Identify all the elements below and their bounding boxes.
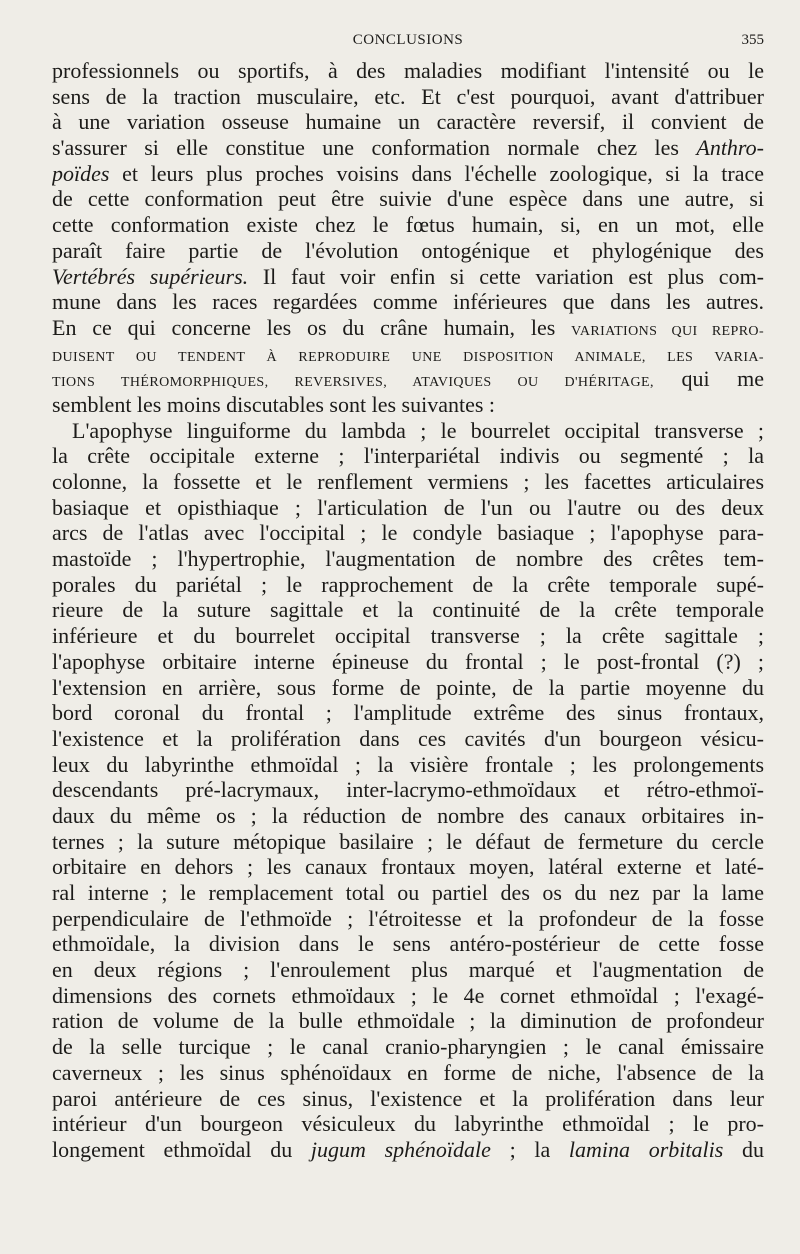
text-line bbox=[52, 726, 764, 752]
text-line bbox=[52, 84, 764, 110]
text-line bbox=[52, 495, 764, 521]
small-caps-text: VARIATIONS QUI REPRO- bbox=[571, 323, 764, 339]
line-text: bord coronal du frontal ; l'amplitude extrême des sinus frontaux, bbox=[52, 700, 764, 726]
body-text bbox=[52, 58, 764, 1163]
text-line bbox=[52, 58, 764, 84]
text-line bbox=[52, 597, 764, 623]
text-line bbox=[52, 623, 764, 649]
line-text: de cette conformation peut être suivie d'une espèce dans une autre, si bbox=[52, 186, 764, 212]
line-text: porales du pariétal ; le rapprochement de la crête temporale supé- bbox=[52, 571, 764, 597]
text-line bbox=[52, 777, 764, 803]
line-text: l'existence et la prolifération dans ces cavités d'un bourgeon vésicu- bbox=[52, 725, 764, 751]
italic-term: poïdes bbox=[52, 160, 110, 186]
text-line bbox=[52, 546, 764, 572]
line-text: perpendiculaire de l'ethmoïde ; l'étroitesse et la profondeur de la fosse bbox=[52, 905, 764, 931]
italic-term: jugum sphénoïdale bbox=[310, 1136, 491, 1162]
line-text: ral interne ; le remplacement total ou partiel des os du nez par la lame bbox=[52, 880, 764, 905]
line-text: paraît faire partie de l'évolution ontogénique et phylogénique des bbox=[52, 237, 764, 263]
line-text: L'apophyse linguiforme du lambda ; le bourrelet occipital transverse ; bbox=[72, 417, 764, 443]
line-text: l'apophyse orbitaire interne épineuse du frontal ; le post-frontal (?) ; bbox=[52, 648, 764, 674]
text-line bbox=[52, 675, 764, 701]
line-text: orbitaire en dehors ; les canaux frontaux moyen, latéral externe et laté- bbox=[52, 854, 764, 880]
line-text: colonne, la fossette et le renflement vermiens ; les facettes articulaires bbox=[52, 469, 764, 494]
text-line bbox=[52, 186, 764, 212]
text-line bbox=[52, 957, 764, 983]
text-line bbox=[52, 161, 764, 187]
text-line bbox=[52, 264, 764, 290]
text-line bbox=[52, 1034, 764, 1060]
line-text: mastoïde ; l'hypertrophie, l'augmentation de nombre des crêtes tem- bbox=[52, 546, 764, 572]
line-text: dimensions des cornets ethmoïdaux ; le 4e cornet ethmoïdal ; l'exagé- bbox=[52, 982, 764, 1008]
line-text: et leurs plus proches voisins dans l'échelle zoologique, si la trace bbox=[109, 160, 764, 186]
text-line bbox=[52, 880, 764, 906]
line-text: professionnels ou sportifs, à des maladies modifiant l'intensité ou le bbox=[52, 58, 764, 83]
page-header bbox=[52, 32, 764, 54]
text-line bbox=[52, 1086, 764, 1112]
line-text: ternes ; la suture métopique basilaire ; le défaut de fermeture du cercle bbox=[52, 828, 764, 854]
text-line bbox=[52, 520, 764, 546]
text-line bbox=[52, 341, 764, 367]
text-line bbox=[52, 366, 764, 392]
line-text: inférieure et du bourrelet occipital transverse ; la crête sagittale ; bbox=[52, 623, 764, 649]
text-line bbox=[52, 289, 764, 315]
line-text: descendants pré-lacrymaux, inter-lacrymo-ethmoïdaux et rétro-ethmoï- bbox=[52, 777, 764, 803]
small-caps-text: TIONS THÉROMORPHIQUES, REVERSIVES, ATAVIQUES OU D'HÉRITAGE, bbox=[52, 375, 654, 391]
text-line bbox=[52, 854, 764, 880]
running-head: CONCLUSIONS bbox=[352, 32, 464, 48]
text-line bbox=[52, 1008, 764, 1034]
line-text: basiaque et opisthiaque ; l'articulation de l'un ou l'autre ou des deux bbox=[52, 494, 764, 520]
text-line bbox=[52, 238, 764, 264]
text-line bbox=[52, 109, 764, 135]
line-text: qui me bbox=[653, 366, 764, 392]
line-text: du bbox=[723, 1136, 764, 1162]
text-line bbox=[52, 931, 764, 957]
text-line bbox=[52, 315, 764, 341]
line-text: longement ethmoïdal du bbox=[52, 1136, 311, 1162]
italic-term: lamina orbitalis bbox=[568, 1136, 724, 1162]
small-caps-text: DUISENT OU TENDENT À REPRODUIRE UNE DISPOSITION ANIMALE, LES VARIA- bbox=[52, 349, 764, 365]
line-text: mune dans les races regardées comme inférieures que dans les autres. bbox=[52, 289, 764, 315]
text-line bbox=[52, 983, 764, 1009]
text-line bbox=[52, 752, 764, 778]
line-text: l'extension en arrière, sous forme de pointe, de la partie moyenne du bbox=[52, 674, 764, 700]
text-line bbox=[52, 829, 764, 855]
line-text: cette conformation existe chez le fœtus humain, si, en un mot, elle bbox=[52, 212, 764, 238]
text-line bbox=[52, 443, 764, 469]
text-line bbox=[52, 572, 764, 598]
italic-term: Anthro- bbox=[696, 135, 764, 161]
text-line bbox=[52, 1137, 764, 1163]
text-line bbox=[52, 135, 764, 161]
line-text: la crête occipitale externe ; l'interpariétal indivis ou segmenté ; la bbox=[52, 443, 764, 469]
line-text: leux du labyrinthe ethmoïdal ; la visière frontale ; les prolongements bbox=[52, 751, 764, 777]
text-line bbox=[52, 418, 764, 444]
line-text: arcs de l'atlas avec l'occipital ; le condyle basiaque ; l'apophyse para- bbox=[52, 520, 764, 546]
line-text: en deux régions ; l'enroulement plus marqué et l'augmentation de bbox=[52, 957, 764, 983]
line-text: daux du même os ; la réduction de nombre des canaux orbitaires in- bbox=[52, 802, 764, 828]
line-text: à une variation osseuse humaine un caractère reversif, il convient de bbox=[52, 109, 764, 135]
text-line bbox=[52, 1111, 764, 1137]
text-line bbox=[52, 1060, 764, 1086]
line-text: En ce qui concerne les os du crâne humain, les bbox=[52, 314, 572, 340]
line-text: de la selle turcique ; le canal cranio-pharyngien ; le canal émissaire bbox=[52, 1034, 764, 1060]
line-text: caverneux ; les sinus sphénoïdaux en forme de niche, l'absence de la bbox=[52, 1059, 764, 1085]
text-line bbox=[52, 392, 764, 418]
line-text: intérieur d'un bourgeon vésiculeux du labyrinthe ethmoïdal ; le pro- bbox=[52, 1111, 764, 1137]
line-text: rieure de la suture sagittale et la continuité de la crête temporale bbox=[52, 597, 764, 623]
text-line bbox=[52, 906, 764, 932]
line-text: semblent les moins discutables sont les suivantes : bbox=[52, 391, 496, 417]
text-line bbox=[52, 803, 764, 829]
line-text: s'assurer si elle constitue une conformation normale chez les bbox=[52, 135, 697, 161]
page-number: 355 bbox=[741, 32, 764, 48]
italic-term: Vertébrés supérieurs. bbox=[52, 263, 249, 289]
text-line bbox=[52, 212, 764, 238]
line-text: ; la bbox=[490, 1136, 569, 1162]
text-line bbox=[52, 469, 764, 495]
text-line bbox=[52, 700, 764, 726]
line-text: sens de la traction musculaire, etc. Et c'est pourquoi, avant d'attribuer bbox=[52, 83, 764, 109]
line-text: paroi antérieure de ces sinus, l'existence et la prolifération dans leur bbox=[52, 1085, 764, 1111]
line-text: ration de volume de la bulle ethmoïdale ; la diminution de profondeur bbox=[52, 1008, 764, 1034]
line-text: Il faut voir enfin si cette variation est plus com- bbox=[248, 263, 764, 289]
text-line bbox=[52, 649, 764, 675]
line-text: ethmoïdale, la division dans le sens antéro-postérieur de cette fosse bbox=[52, 931, 764, 957]
